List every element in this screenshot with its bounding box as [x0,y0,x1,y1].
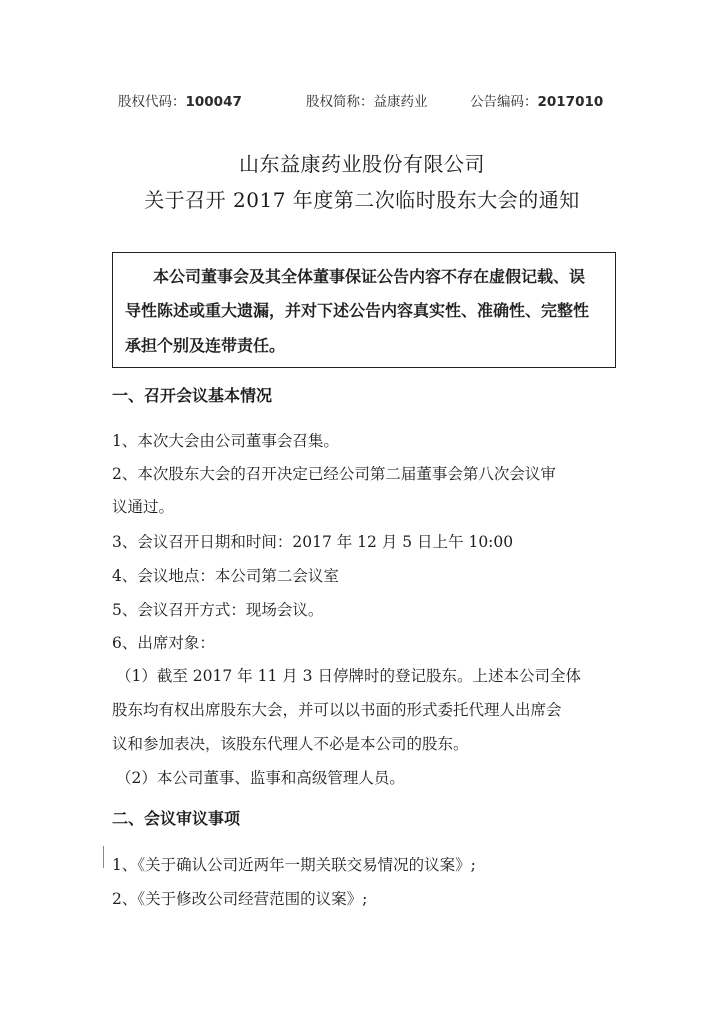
section-1-item-2-line-2: 议通过。 [112,498,175,516]
attendee-1-line-3: 议和参加表决，该股东代理人不必是本公司的股东。 [112,735,469,753]
attendee-1-line-2: 股东均有权出席股东大会，并可以以书面的形式委托代理人出席会 [112,701,562,719]
section-1-item-2-line-1: 2、本次股东大会的召开决定已经公司第二届董事会第八次会议审 [112,465,556,483]
margin-mark [103,846,104,868]
stock-code [118,90,242,110]
company-name-title: 山东益康药业股份有限公司 [239,152,485,176]
board-guarantee-statement [112,252,616,368]
section-1-item-4: 4、会议地点：本公司第二会议室 [112,567,339,585]
notice-number-label: 公告编码： [470,94,538,110]
stock-abbreviation [306,90,428,110]
section-1-item-3: 3、会议召开日期和时间：2017 年 12 月 5 日上午 10:00 [112,533,514,551]
statement-line-1: 本公司董事会及其全体董事保证公告内容不存在虚假记载、误 [153,267,586,286]
section-2-item-2: 2、《关于修改公司经营范围的议案》; [112,890,368,908]
notice-number [470,90,603,110]
stock-abbr-value: 益康药业 [373,94,428,110]
attendee-1-line-1: （1）截至 2017 年 11 月 3 日停牌时的登记股东。上述本公司全体 [116,667,581,685]
announcement-header [118,90,618,114]
section-1-item-1: 1、本次大会由公司董事会召集。 [112,432,339,450]
section-2-heading: 二、会议审议事项 [112,809,241,828]
section-1-item-5: 5、会议召开方式：现场会议。 [112,601,324,619]
section-2-item-1: 1、《关于确认公司近两年一期关联交易情况的议案》; [112,856,476,874]
stock-code-value: 100047 [185,94,242,110]
statement-line-3: 承担个别及连带责任。 [125,336,286,355]
notice-title: 关于召开 2017 年度第二次临时股东大会的通知 [144,188,580,212]
notice-number-value: 2017010 [537,94,604,110]
stock-abbr-label: 股权简称： [306,94,374,110]
stock-code-label: 股权代码： [118,94,186,110]
section-1-item-6: 6、出席对象： [112,634,215,652]
statement-line-2: 导性陈述或重大遗漏，并对下述公告内容真实性、准确性、完整性 [125,301,590,320]
attendee-2: （2）本公司董事、监事和高级管理人员。 [116,769,405,787]
section-1-heading: 一、召开会议基本情况 [112,386,273,405]
